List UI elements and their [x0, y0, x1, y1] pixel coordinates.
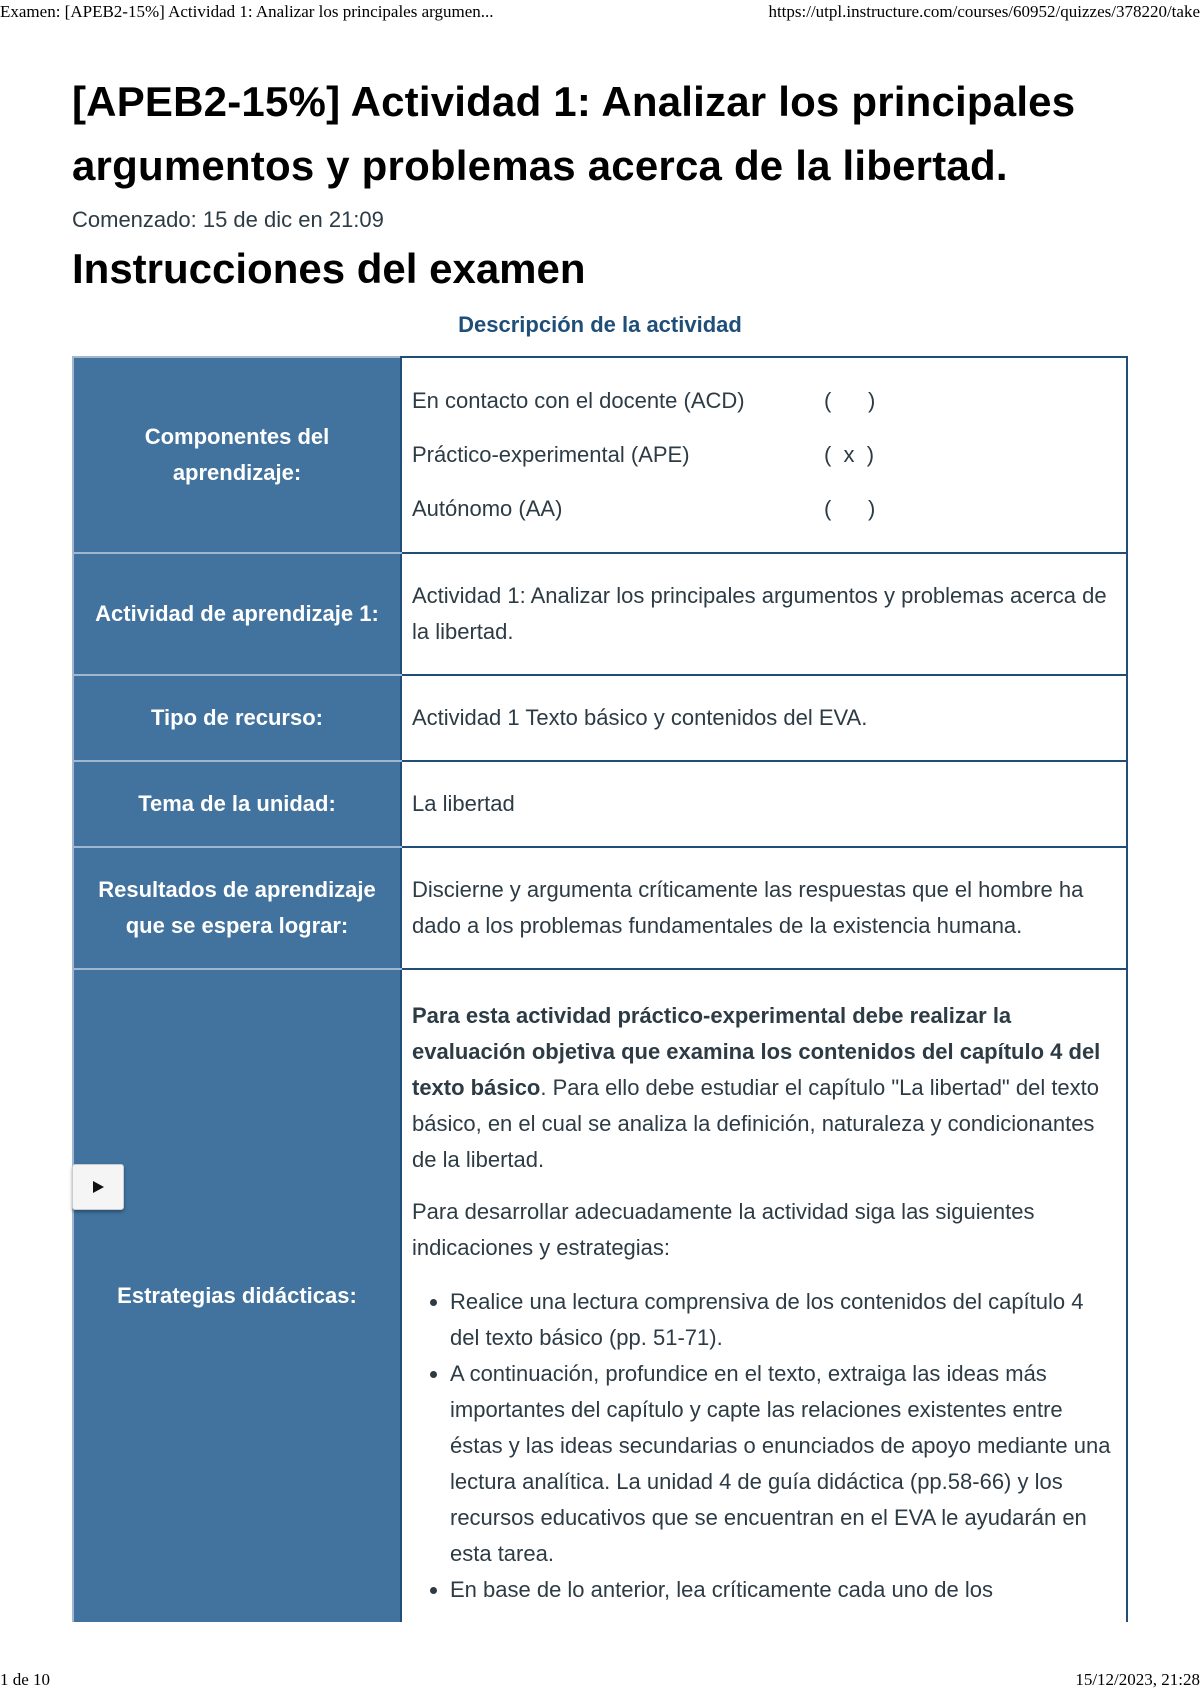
quiz-header [72, 70, 1128, 338]
table-row [73, 969, 1127, 1622]
theme-value: La libertad [401, 761, 1127, 847]
strategies-intro-bold: Para esta actividad práctico-experimental debe realizar la evaluación objetiva que examina los contenidos del capítulo 4 del texto básico [412, 1003, 1101, 1100]
play-button[interactable] [72, 1164, 124, 1210]
component-item [412, 374, 1116, 428]
instructions-heading: Instrucciones del examen [72, 245, 586, 292]
resource-label: Tipo de recurso: [73, 675, 401, 761]
resource-value: Actividad 1 Texto básico y contenidos del EVA. [401, 675, 1127, 761]
strategies-label: Estrategias didácticas: [73, 969, 401, 1622]
activity-value: Actividad 1: Analizar los principales argumentos y problemas acerca de la libertad. [401, 553, 1127, 675]
started-timestamp: Comenzado: 15 de dic en 21:09 [72, 207, 384, 232]
strategies-para: Para desarrollar adecuadamente la actividad siga las siguientes indicaciones y estrategias: [412, 1199, 1035, 1260]
component-mark: ( ) [824, 388, 876, 413]
list-item: • Realice una lectura comprensiva de los contenidos del capítulo 4 del texto básico (pp. 51-71). [450, 1284, 1116, 1356]
page-indicator: 1 de 10 [0, 1670, 51, 1689]
activity-description-table [72, 356, 1128, 1622]
table-row [73, 847, 1127, 969]
strategies-list [412, 1284, 1116, 1608]
list-item: • A continuación, profundice en el texto, extraiga las ideas más importantes del capítulo y capte las relaciones existentes entre éstas y las ideas secundarias o enunciados de apoyo mediante una lectura analítica. La unidad 4 de guía didáctica (pp.58-66) y los recursos educativos que se encuentran en el EVA le ayudarán en esta tarea. [450, 1356, 1116, 1572]
table-row [73, 675, 1127, 761]
browser-page-title: Examen: [APEB2-15%] Actividad 1: Analizar los principales argumen... [0, 2, 494, 21]
component-name: En contacto con el docente (ACD) [412, 388, 745, 413]
components-label: Componentes del aprendizaje: [73, 357, 401, 553]
strategies-intro [412, 998, 1116, 1178]
components-cell [401, 357, 1127, 553]
activity-label: Actividad de aprendizaje 1: [73, 553, 401, 675]
component-name: Autónomo (AA) [412, 496, 563, 521]
outcomes-label: Resultados de aprendizaje que se espera lograr: [73, 847, 401, 969]
print-datetime: 15/12/2023, 21:28 [1075, 1670, 1200, 1689]
component-mark: ( ) [824, 496, 876, 521]
outcomes-value: Discierne y argumenta críticamente las respuestas que el hombre ha dado a los problemas fundamentales de la existencia humana. [401, 847, 1127, 969]
play-icon [91, 1180, 105, 1194]
table-caption: Descripción de la actividad [458, 312, 742, 337]
component-mark: ( x ) [824, 442, 875, 467]
theme-label: Tema de la unidad: [73, 761, 401, 847]
component-item [412, 428, 1116, 482]
list-item: • En base de lo anterior, lea críticamente cada uno de los [450, 1572, 1116, 1608]
browser-url: https://utpl.instructure.com/courses/60952/quizzes/378220/take [768, 2, 1200, 21]
strategies-intro-rest: . Para ello debe estudiar el capítulo "La libertad" del texto básico, en el cual se analiza la definición, naturaleza y condicionantes de la libertad. [412, 1075, 1100, 1172]
table-row [73, 357, 1127, 553]
component-item [412, 482, 1116, 536]
table-row [73, 761, 1127, 847]
table-row [73, 553, 1127, 675]
page-title: [APEB2-15%] Actividad 1: Analizar los principales argumentos y problemas acerca de la libertad. [72, 78, 1076, 189]
strategies-cell [401, 969, 1127, 1622]
component-name: Práctico-experimental (APE) [412, 442, 690, 467]
